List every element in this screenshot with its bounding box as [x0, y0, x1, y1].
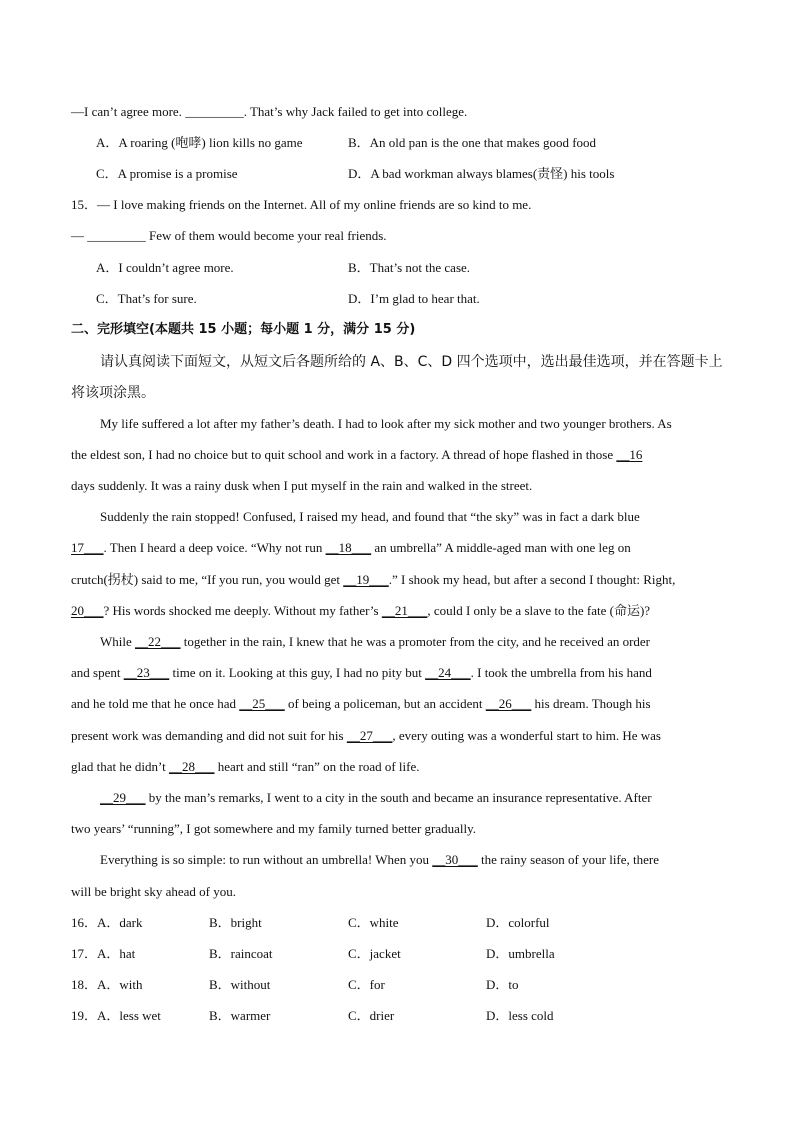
- blank-18: __18___: [325, 540, 372, 555]
- blank-30: __30___: [432, 852, 478, 867]
- q14-option-d: D．A bad workman always blames(责怪) his tools: [348, 166, 615, 181]
- blank-16: __16: [616, 447, 643, 462]
- q15-blank: _________: [87, 228, 146, 243]
- blank-23: __23___: [123, 665, 170, 680]
- blank-29: __29___: [100, 790, 146, 805]
- q16-option-c: C．white: [348, 915, 399, 930]
- q18-option-a: 18．A．with: [71, 977, 143, 992]
- section-heading: 二、完形填空(本题共 15 小题；每小题 1 分，满分 15 分): [71, 322, 416, 337]
- q14-blank: _________: [185, 104, 244, 119]
- q14-option-a: A．A roaring (咆哮) lion kills no game: [96, 135, 303, 150]
- blank-28: __28___: [168, 759, 215, 774]
- passage-p1-line2: the eldest son, I had no choice but to quit school and work in a factory. A thread of hope flashed in those __16: [71, 447, 643, 462]
- q15-line2: — _________ Few of them would become your real friends.: [71, 228, 387, 243]
- blank-19: __19___: [343, 572, 389, 587]
- blank-22: __22___: [135, 634, 181, 649]
- q19-option-a: 19．A．less wet: [71, 1008, 161, 1023]
- q17-option-c: C．jacket: [348, 946, 401, 961]
- q19-option-b: B．warmer: [209, 1008, 271, 1023]
- passage-p2-line4: 20___? His words shocked me deeply. Without my father’s __21___, could I only be a slave to the fate (命运)?: [71, 603, 651, 618]
- q16-option-d: D．colorful: [486, 915, 550, 930]
- blank-25: __25___: [239, 696, 285, 711]
- section-instruction-line1: 请认真阅读下面短文，从短文后各题所给的 A、B、C、D 四个选项中，选出最佳选项，并在答题卡上: [100, 354, 723, 370]
- q14-stem: —I can’t agree more. _________. That’s why Jack failed to get into college.: [71, 104, 468, 119]
- passage-p2-line2: 17___. Then I heard a deep voice. “Why not run __18___ an umbrella” A middle-aged man with one leg on: [71, 540, 631, 555]
- q17-option-b: B．raincoat: [209, 946, 273, 961]
- passage-p2-line3: crutch(拐杖) said to me, “If you run, you would get __19___.” I shook my head, but after a second I thought: Right,: [71, 572, 676, 587]
- q17-option-a: 17．A．hat: [71, 946, 136, 961]
- section-instruction-line2: 将该项涂黑。: [71, 385, 155, 401]
- passage-p1-line1: My life suffered a lot after my father’s death. I had to look after my sick mother and two younger brothers. As: [100, 416, 672, 431]
- passage-p3-line5: glad that he didn’t __28___ heart and still “ran” on the road of life.: [71, 759, 420, 774]
- q19-option-c: C．drier: [348, 1008, 395, 1023]
- q18-option-d: D．to: [486, 977, 519, 992]
- passage-p3-line2: and spent __23___ time on it. Looking at this guy, I had no pity but __24___. I took the umbrella from his hand: [71, 665, 652, 680]
- passage-p1-line3: days suddenly. It was a rainy dusk when I put myself in the rain and walked in the street.: [71, 478, 533, 493]
- blank-26: __26___: [485, 696, 532, 711]
- blank-20: 20___: [71, 603, 104, 618]
- blank-27: __27___: [346, 728, 393, 743]
- passage-p5-line1: Everything is so simple: to run without an umbrella! When you __30___ the rainy season of your life, there: [100, 852, 660, 867]
- passage-p3-line1: While __22___ together in the rain, I knew that he was a promoter from the city, and he received an order: [100, 634, 651, 649]
- passage-p2-line1: Suddenly the rain stopped! Confused, I raised my head, and found that “the sky” was in fact a dark blue: [100, 509, 640, 524]
- passage-p3-line4: present work was demanding and did not suit for his __27___, every outing was a wonderful start to him. He was: [71, 728, 661, 743]
- q15-option-d: D．I’m glad to hear that.: [348, 291, 480, 306]
- q16-option-b: B．bright: [209, 915, 262, 930]
- q19-option-d: D．less cold: [486, 1008, 554, 1023]
- q14-option-b: B．An old pan is the one that makes good food: [348, 135, 597, 150]
- q17-option-d: D．umbrella: [486, 946, 555, 961]
- blank-17: 17___: [71, 540, 104, 555]
- passage-p4-line2: two years’ “running”, I got somewhere and my family turned better gradually.: [71, 821, 477, 836]
- passage-p4-line1: __29___ by the man’s remarks, I went to a city in the south and became an insurance representative. After: [100, 790, 652, 805]
- q15-option-c: C．That’s for sure.: [96, 291, 197, 306]
- q14-option-c: C．A promise is a promise: [96, 166, 238, 181]
- passage-p5-line2: will be bright sky ahead of you.: [71, 884, 236, 899]
- blank-24: __24___: [425, 665, 471, 680]
- q15-line1: 15．— I love making friends on the Internet. All of my online friends are so kind to me.: [71, 197, 532, 212]
- q16-option-a: 16．A．dark: [71, 915, 143, 930]
- q15-option-a: A．I couldn’t agree more.: [96, 260, 234, 275]
- q18-option-c: C．for: [348, 977, 385, 992]
- q18-option-b: B．without: [209, 977, 271, 992]
- passage-p3-line3: and he told me that he once had __25___ of being a policeman, but an accident __26___ his dream. Though his: [71, 696, 651, 711]
- blank-21: __21___: [381, 603, 428, 618]
- q15-option-b: B．That’s not the case.: [348, 260, 471, 275]
